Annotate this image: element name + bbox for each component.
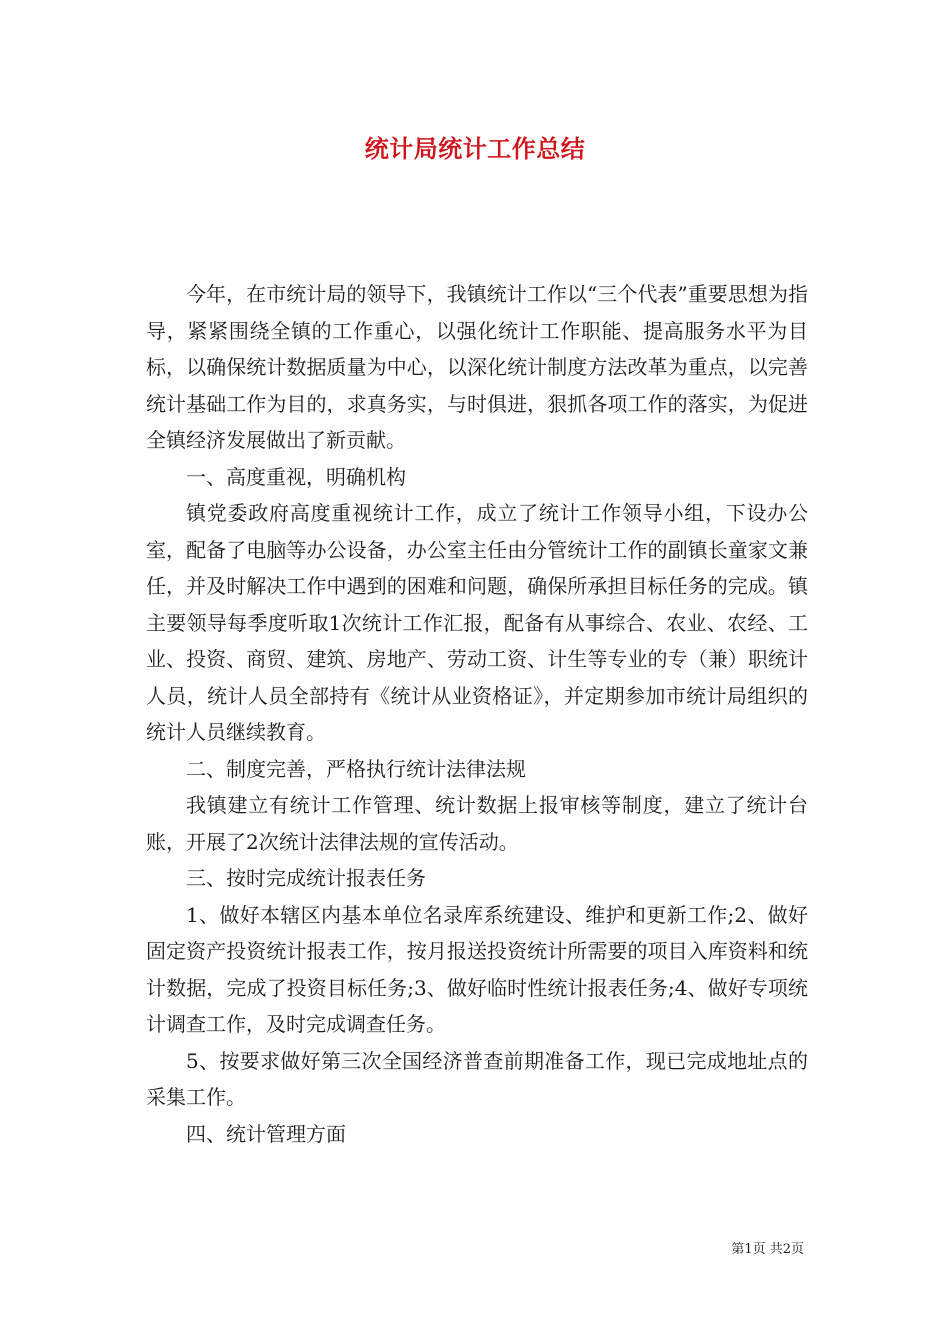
section-heading-3: 三、按时完成统计报表任务: [186, 866, 426, 890]
paragraph-section-1: 镇党委政府高度重视统计工作，成立了统计工作领导小组，下设办公室，配备了电脑等办公设备，办公室主任由分管统计工作的副镇长童家文兼任，并及时解决工作中遇到的困难和问题，确保所承担目标任务的完成。镇主要领导每季度听取1次统计工作汇报，配备有从事综合、农业、农经、工业、投资、商贸、建筑、房地产、劳动工资、计生等专业的专（兼）职统计人员，统计人员全部持有《统计从业资格证》，并定期参加市统计局组织的统计人员继续教育。: [146, 501, 808, 744]
document-title: 统计局统计工作总结: [364, 134, 586, 163]
section-heading-4: 四、统计管理方面: [186, 1121, 346, 1146]
page-number: 第1页 共2页: [731, 1242, 804, 1257]
section-heading-2: 二、制度完善，严格执行统计法律法规: [186, 756, 526, 781]
paragraph-section-3-tasks: 1、做好本辖区内基本单位名录库系统建设、维护和更新工作;2、做好固定资产投资统计报表工作，按月报送投资统计所需要的项目入库资料和统计数据，完成了投资目标任务;3、做好临时性统计报表任务;4、做好专项统计调查工作，及时完成调查任务。: [146, 902, 808, 1036]
section-heading-1: 一、高度重视，明确机构: [186, 464, 406, 489]
paragraph-intro: 今年，在市统计局的领导下，我镇统计工作以“三个代表”重要思想为指导，紧紧围绕全镇的工作重心，以强化统计工作职能、提高服务水平为目标，以确保统计数据质量为中心，以深化统计制度方法改革为重点，以完善统计基础工作为目的，求真务实，与时俱进，狠抓各项工作的落实，为促进全镇经济发展做出了新贡献。: [146, 282, 808, 452]
document-body: [146, 276, 808, 1152]
paragraph-section-3-census: 5、按要求做好第三次全国经济普查前期准备工作，现已完成地址点的采集工作。: [146, 1048, 808, 1109]
paragraph-section-2: 我镇建立有统计工作管理、统计数据上报审核等制度，建立了统计台账，开展了2次统计法律法规的宣传活动。: [146, 793, 808, 854]
